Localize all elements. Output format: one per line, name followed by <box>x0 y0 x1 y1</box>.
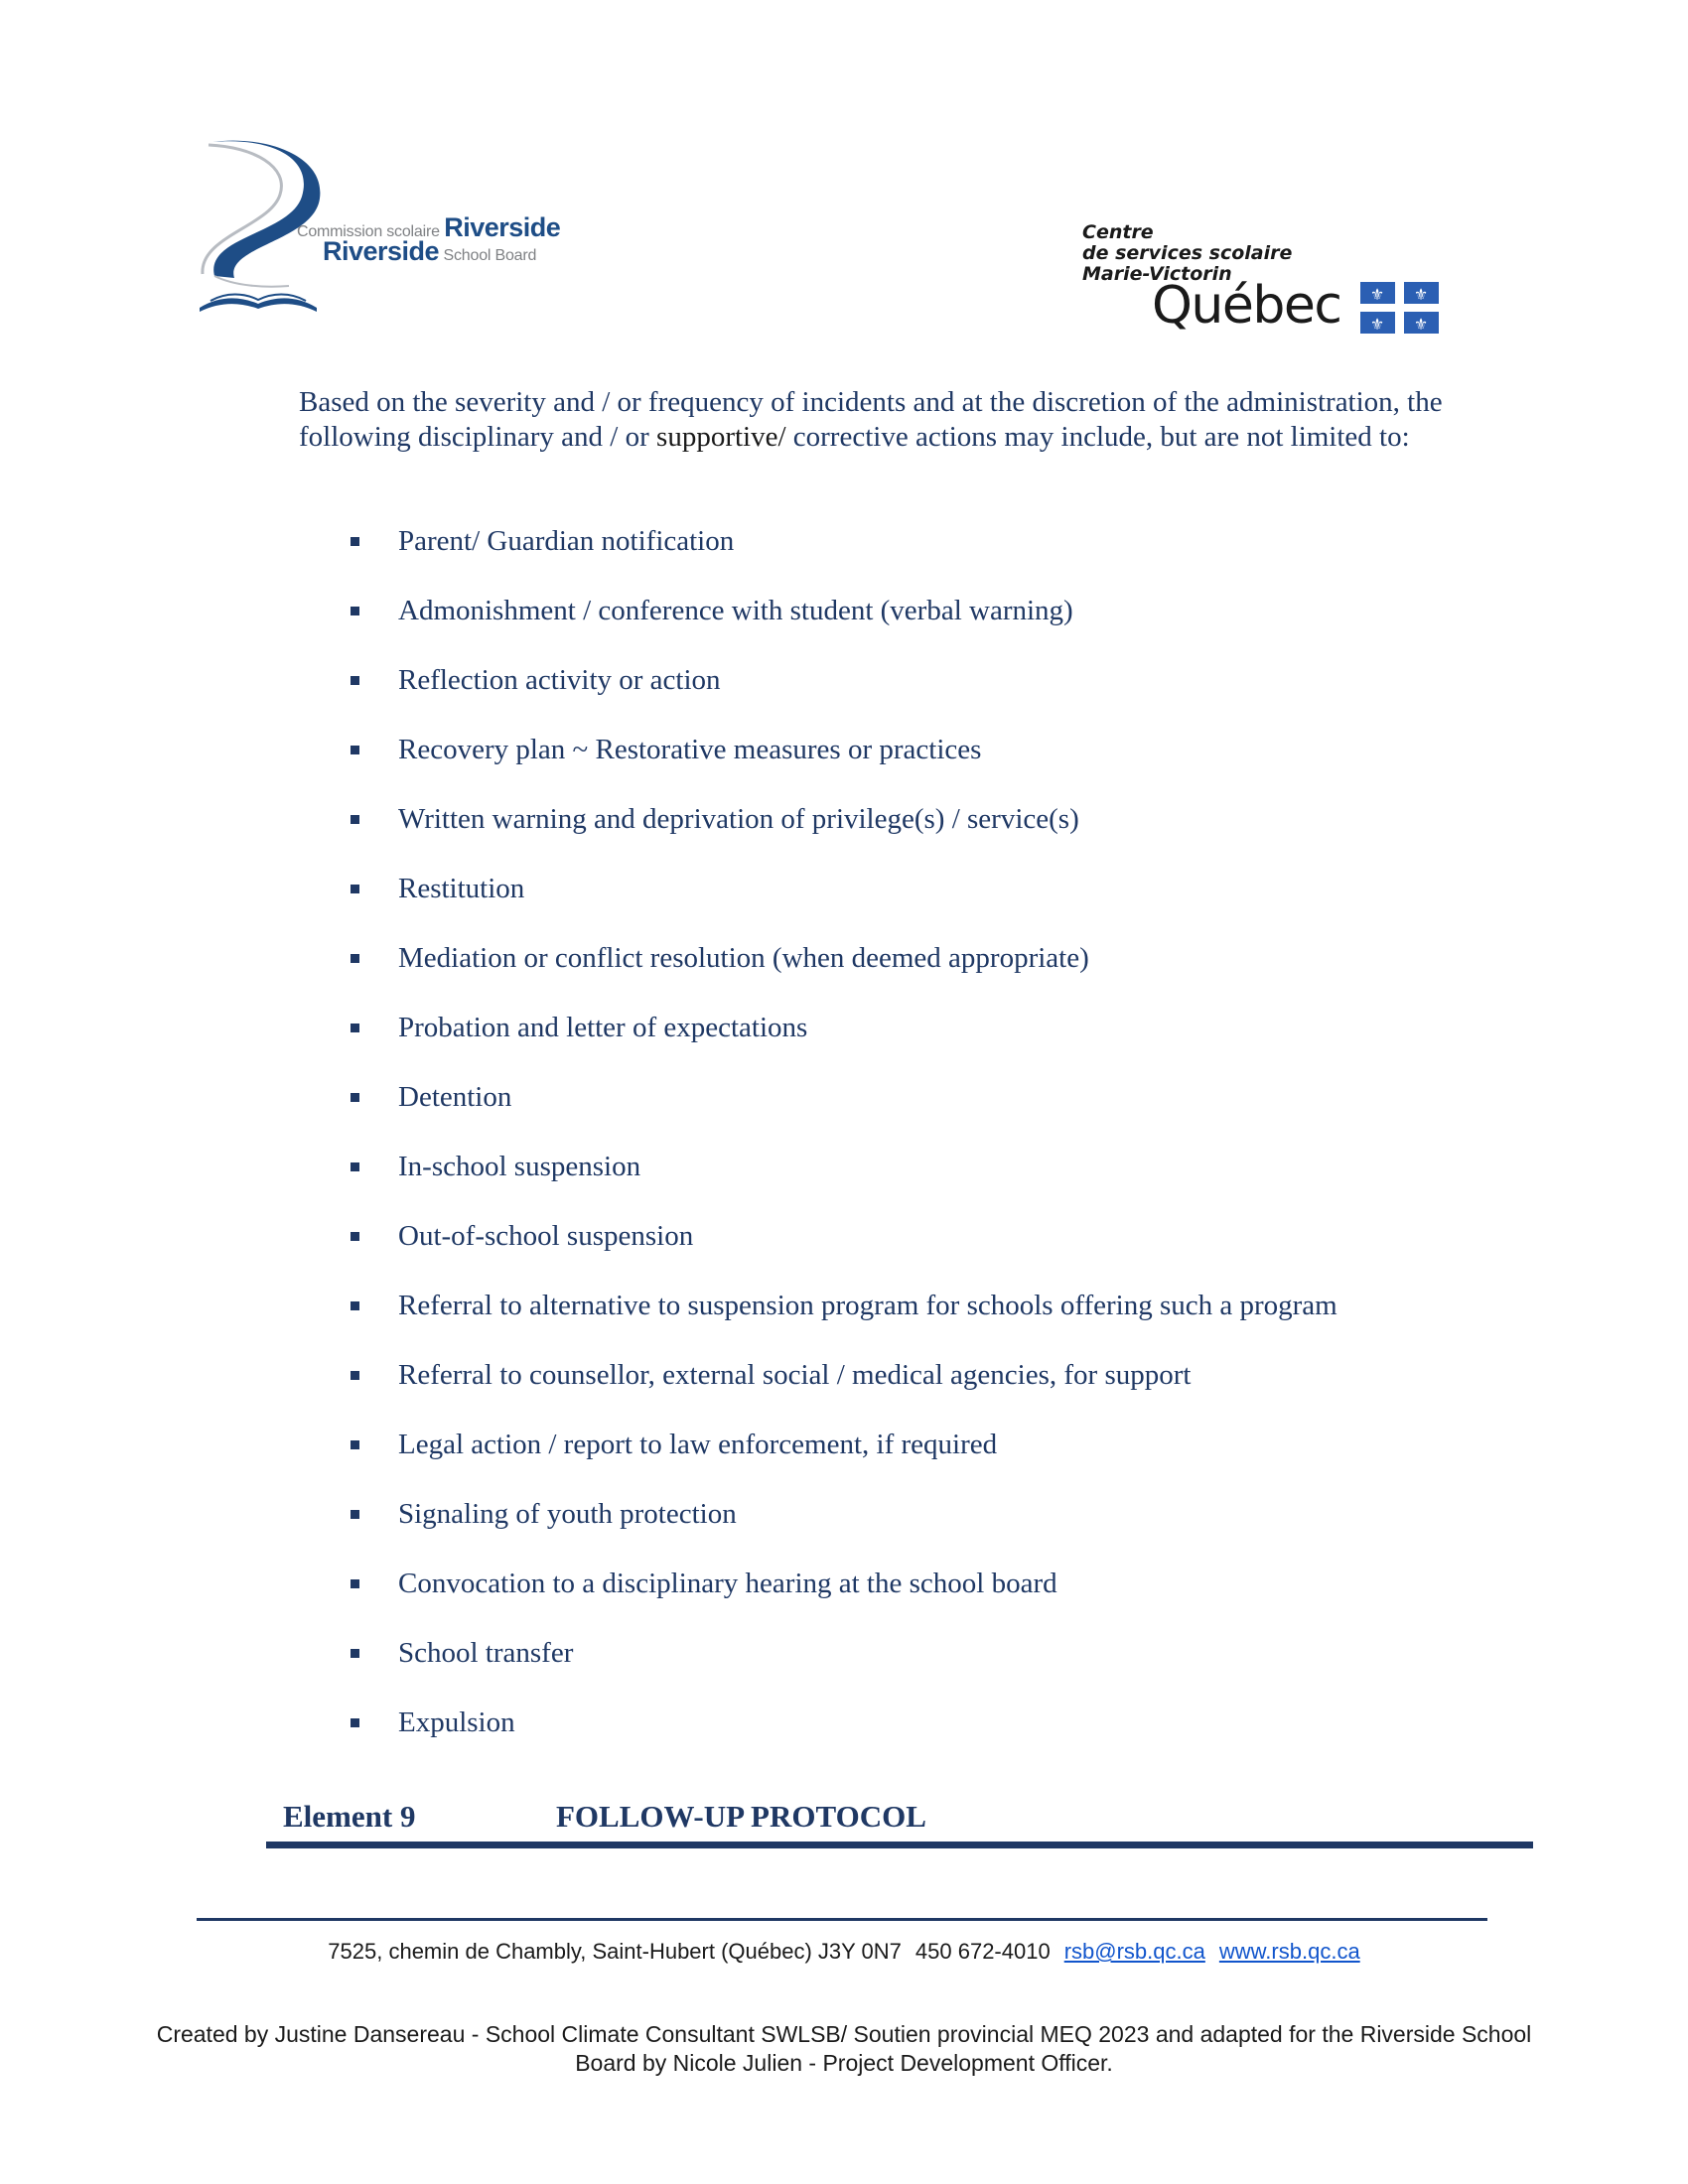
square-bullet-icon <box>351 537 359 546</box>
list-item-text: Written warning and deprivation of privilege(s) / service(s) <box>398 803 1079 835</box>
square-bullet-icon <box>351 1232 359 1241</box>
svg-text:⚜: ⚜ <box>1369 315 1385 334</box>
svg-text:⚜: ⚜ <box>1413 285 1429 304</box>
list-item-text: Out-of-school suspension <box>398 1220 694 1252</box>
square-bullet-icon <box>351 607 359 615</box>
square-bullet-icon <box>351 1510 359 1519</box>
list-item-text: In-school suspension <box>398 1151 641 1182</box>
square-bullet-icon <box>351 1649 359 1658</box>
section-heading-divider <box>266 1842 1533 1848</box>
footer-address: 7525, chemin de Chambly, Saint-Hubert (Québec) J3Y 0N7 <box>328 1939 902 1964</box>
list-item-text: Probation and letter of expectations <box>398 1012 808 1043</box>
css-line-3: Marie-Victorin <box>1082 263 1232 285</box>
rsb-name: Riverside <box>323 236 440 266</box>
element-label: Element 9 <box>283 1799 416 1834</box>
list-item-text: Referral to alternative to suspension program for schools offering such a program <box>398 1290 1337 1321</box>
square-bullet-icon <box>351 815 359 824</box>
list-item-text: Restitution <box>398 873 525 904</box>
intro-text-part1: Based on the severity and / or frequency of incidents and at the discretion of the administration, the following disciplinary and / or <box>299 386 1443 453</box>
intro-paragraph <box>299 385 1490 455</box>
svg-text:⚜: ⚜ <box>1413 315 1429 334</box>
quebec-flag-icon <box>1360 282 1439 334</box>
list-item-text: Expulsion <box>398 1706 515 1738</box>
riverside-logo <box>195 137 592 326</box>
square-bullet-icon <box>351 746 359 754</box>
email-link[interactable]: rsb@rsb.qc.ca <box>1063 1939 1205 1964</box>
footer-divider <box>197 1918 1487 1921</box>
rsb-english-label: School Board <box>443 247 537 264</box>
list-item-text: Convocation to a disciplinary hearing at the school board <box>398 1568 1057 1599</box>
square-bullet-icon <box>351 1440 359 1449</box>
square-bullet-icon <box>351 676 359 685</box>
website-link[interactable]: www.rsb.qc.ca <box>1218 1939 1360 1964</box>
svg-text:⚜: ⚜ <box>1369 285 1385 304</box>
rsb-french-label: Commission scolaire <box>297 223 440 240</box>
list-item-text: Detention <box>398 1081 512 1113</box>
list-item-text: Mediation or conflict resolution (when deemed appropriate) <box>398 942 1089 974</box>
footer-contact-line <box>0 1936 1688 1968</box>
list-item-text: Referral to counsellor, external social / medical agencies, for support <box>398 1359 1192 1391</box>
list-item-text: Parent/ Guardian notification <box>398 525 735 557</box>
footer-credit: Created by Justine Dansereau - School Climate Consultant SWLSB/ Soutien provincial MEQ 2023 and adapted for the Riverside School Board by Nicole Julien - Project Development Officer. <box>156 2021 1532 2076</box>
css-line-2: de services scolaire <box>1082 242 1293 264</box>
square-bullet-icon <box>351 885 359 893</box>
rsb-name: Riverside <box>444 212 561 242</box>
list-item-text: Legal action / report to law enforcement, if required <box>398 1429 998 1460</box>
square-bullet-icon <box>351 1024 359 1032</box>
list-item-text: Reflection activity or action <box>398 664 721 696</box>
riverside-wordmark-line2 <box>323 236 536 267</box>
square-bullet-icon <box>351 1093 359 1102</box>
css-marie-victorin-logo <box>1082 222 1479 341</box>
square-bullet-icon <box>351 954 359 963</box>
intro-highlight: supportive/ <box>656 421 786 453</box>
quebec-wordmark: Québec <box>1152 276 1341 336</box>
list-item-text: Admonishment / conference with student (verbal warning) <box>398 595 1073 626</box>
square-bullet-icon <box>351 1162 359 1171</box>
intro-text-part2: corrective actions may include, but are not limited to: <box>785 421 1410 453</box>
list-item-text: Signaling of youth protection <box>398 1498 737 1530</box>
list-item-text: Recovery plan ~ Restorative measures or practices <box>398 734 982 765</box>
square-bullet-icon <box>351 1718 359 1727</box>
square-bullet-icon <box>351 1579 359 1588</box>
section-title: FOLLOW-UP PROTOCOL <box>556 1799 926 1834</box>
list-item-text: School transfer <box>398 1637 574 1669</box>
footer-phone: 450 672-4010 <box>914 1939 1051 1964</box>
css-line-1: Centre <box>1082 221 1154 243</box>
square-bullet-icon <box>351 1371 359 1380</box>
square-bullet-icon <box>351 1301 359 1310</box>
